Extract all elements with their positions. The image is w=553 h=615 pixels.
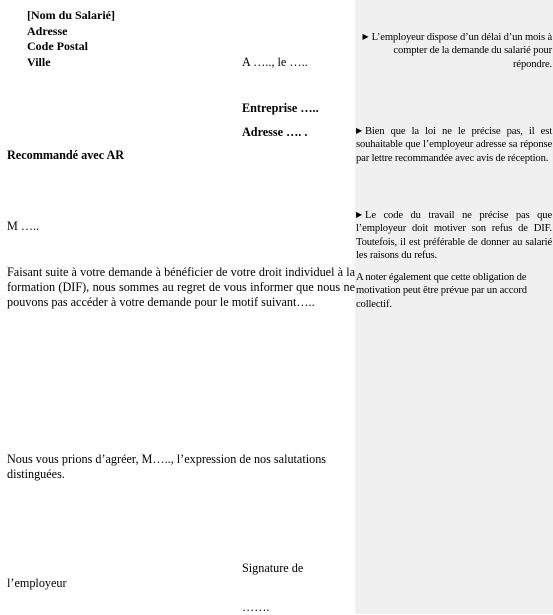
note-registered-mail (356, 124, 552, 165)
note-registered-mail-text: Bien que la loi ne le précise pas, il est souhaitable que l’employeur adresse sa réponse par lettre recommandée avec avis de réception. (356, 126, 552, 164)
note-deadline (356, 30, 552, 71)
date-line: A ….., le ….. (242, 55, 308, 69)
sender-block (27, 8, 115, 70)
triangle-right-icon: ▶ (362, 32, 369, 41)
sender-name: [Nom du Salarié] (27, 8, 115, 22)
sender-city: Ville (27, 54, 51, 69)
note-motivation-text: Le code du travail ne précise pas que l’employeur doit motiver son refus de DIF. Toutefois, il est préférable de donner au salarié les raisons du refus. (356, 210, 552, 262)
signature-line-1: Signature de (242, 561, 304, 575)
signature-line-3: ……. (242, 600, 270, 614)
sender-address: Adresse (27, 23, 68, 38)
sender-postal-code: Code Postal (27, 39, 88, 53)
triangle-right-icon: ▶ (356, 126, 363, 135)
triangle-right-icon: ▶ (356, 210, 363, 219)
sidebar-notes (355, 0, 553, 614)
delivery-mode: Recommandé avec AR (7, 148, 125, 162)
note-motivation (356, 208, 552, 263)
closing-paragraph: Nous vous prions d’agréer, M….., l’expression de nos salutations distinguées. (7, 452, 327, 481)
note-collective-agreement: A noter également que cette obligation de motivation peut être prévue par un accord collectif. (356, 272, 527, 310)
signature-line-2: l’employeur (7, 576, 67, 590)
note-deadline-text: L’employeur dispose d’un délai d’un mois à compter de la demande du salarié pour répondre. (371, 32, 552, 70)
body-paragraph: Faisant suite à votre demande à bénéficier de votre droit individuel à la formation (DIF), nous sommes au regret de vous informer que nous ne pouvons pas accéder à votre demande pour le motif suivant….. (7, 265, 355, 309)
recipient-company: Entreprise ….. (242, 101, 319, 115)
recipient-address: Adresse …. . (242, 125, 308, 139)
salutation: M ….. (7, 219, 40, 233)
